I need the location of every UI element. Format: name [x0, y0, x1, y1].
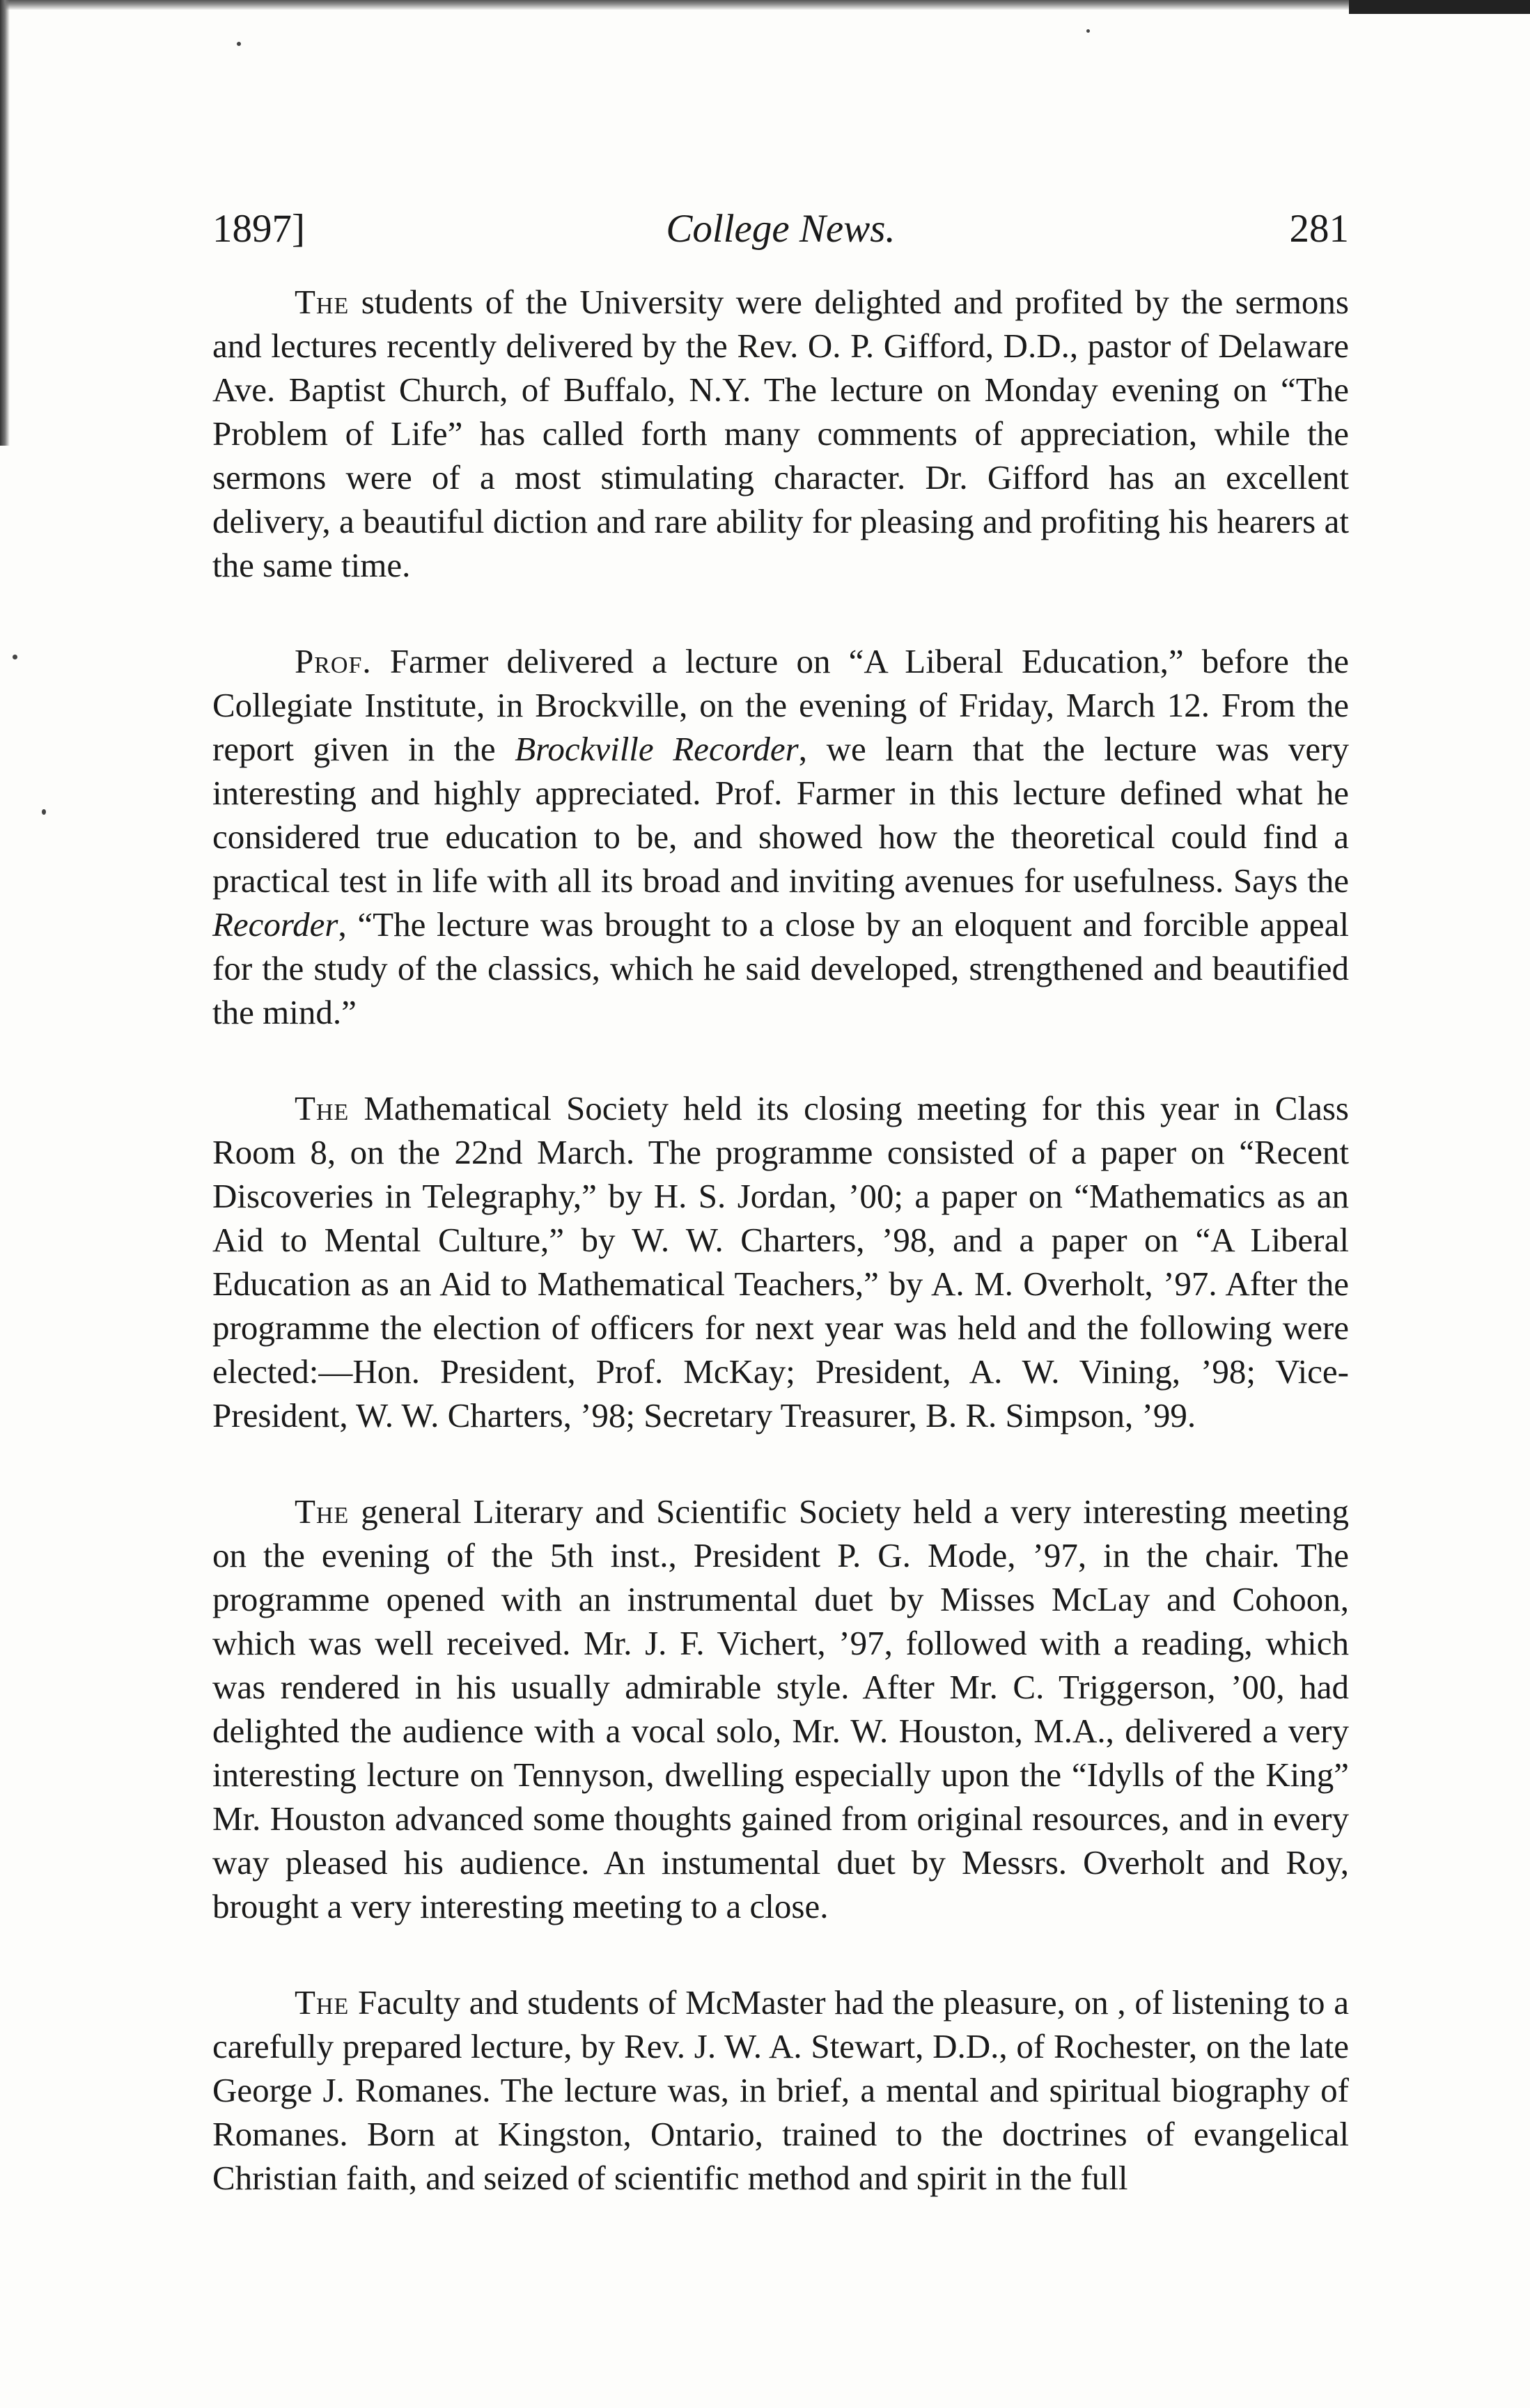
publication-title: Recorder	[212, 905, 338, 944]
publication-title: Brockville Recorder	[515, 730, 799, 768]
scan-edge-top-dark	[1349, 0, 1530, 14]
scan-speck	[237, 42, 241, 46]
scan-speck	[1086, 29, 1090, 33]
scan-speck	[13, 655, 17, 659]
scan-edge-top	[0, 0, 1530, 10]
lead-word: The	[295, 1983, 350, 2022]
paragraph-text: Farmer delivered a lecture on “A Liberal Education,” before the Collegiate Institute, in Brockville, on the evening of Friday, March 12. From the report given in the	[212, 642, 1349, 768]
page-number: 281	[1289, 207, 1349, 251]
paragraph-text: Faculty and students of McMaster had the pleasure, on , of listening to a carefully prepared lecture, by Rev. J. W. A. Stewart, D.D., of Rochester, on the late George J. Romanes. The lecture was, in brief, a mental and spiritual biography of Romanes. Born at Kingston, Ontario, trained to the doctrines of evangelical Christian faith, and seized of scientific method and spirit in the full	[212, 1983, 1349, 2197]
paragraph-gifford	[212, 280, 1349, 587]
paragraph-text: students of the University were delighted and profited by the sermons and lectures recently delivered by the Rev. O. P. Gifford, D.D., pastor of Delaware Ave. Baptist Church, of Buffalo, N.Y. The lecture on Monday evening on “The Problem of Life” has called forth many comments of appreciation, while the sermons were of a most stimulating character. Dr. Gifford has an excellent delivery, a beautiful diction and rare ability for pleasing and profiting his hearers at the same time.	[212, 283, 1349, 584]
paragraph-romanes-lecture	[212, 1980, 1349, 2200]
paragraph-text: , we learn that the lecture was very interesting and highly appreciated. Prof. Farmer in this lecture defined what he considered true education to be, and showed how the theoretical could find a practical test in life with all its broad and inviting avenues for usefulness. Says the	[212, 730, 1349, 900]
paragraph-literary-society	[212, 1490, 1349, 1928]
paragraph-mathematical-society	[212, 1086, 1349, 1437]
article-body	[212, 280, 1349, 2252]
running-header	[212, 206, 1349, 259]
paragraph-farmer	[212, 639, 1349, 1034]
header-year: 1897]	[212, 207, 305, 251]
paragraph-text: Mathematical Society held its closing meeting for this year in Class Room 8, on the 22nd March. The programme consisted of a paper on “Recent Discoveries in Telegraphy,” by H. S. Jordan, ’00; a paper on “Mathematics as an Aid to Mental Culture,” by W. W. Charters, ’98, and a paper on “A Liberal Education as an Aid to Mathematical Teachers,” by A. M. Overholt, ’97. After the programme the election of officers for next year was held and the following were elected:—Hon. President, Prof. McKay; President, A. W. Vining, ’98; Vice-President, W. W. Charters, ’98; Secretary Treasurer, B. R. Simpson, ’99.	[212, 1089, 1349, 1434]
lead-word: The	[295, 1089, 350, 1127]
paragraph-text: general Literary and Scientific Society held a very interesting meeting on the evening of the 5th inst., President P. G. Mode, ’97, in the chair. The programme opened with an instrumental duet by Misses McLay and Cohoon, which was well received. Mr. J. F. Vichert, ’97, followed with a reading, which was rendered in his usually admirable style. After Mr. C. Triggerson, ’00, had delighted the audience with a vocal solo, Mr. W. Houston, M.A., delivered a very interesting lecture on Tennyson, dwelling especially upon the “Idylls of the King” Mr. Houston advanced some thoughts gained from original resources, and in every way pleased his audience. An instumental duet by Messrs. Overholt and Roy, brought a very interesting meeting to a close.	[212, 1492, 1349, 1925]
lead-word: The	[295, 283, 350, 321]
scan-speck	[42, 809, 46, 815]
lead-word: Prof.	[295, 642, 372, 680]
running-title: College News.	[666, 207, 896, 251]
paragraph-text: , “The lecture was brought to a close by an eloquent and forcible appeal for the study of the classics, which he said developed, strengthened and beautified the mind.”	[212, 905, 1349, 1031]
lead-word: The	[295, 1492, 350, 1531]
scan-edge-left	[0, 0, 10, 446]
